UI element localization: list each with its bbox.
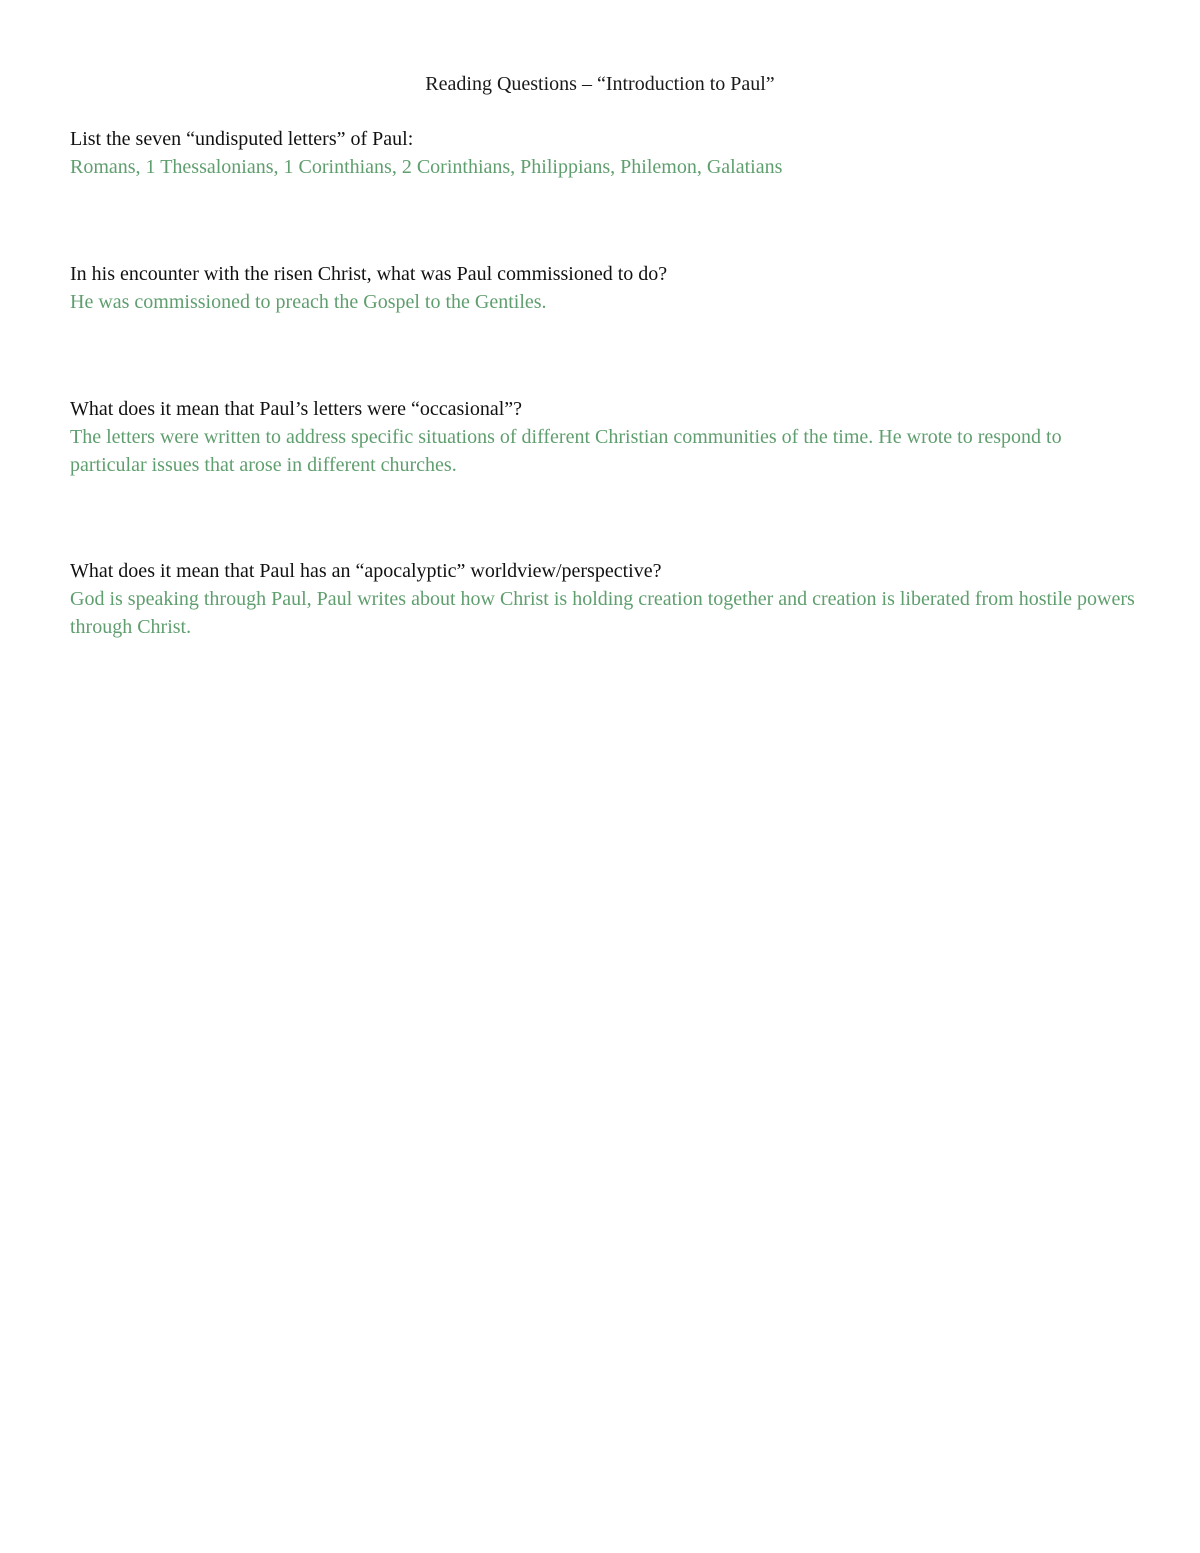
answer-text: The letters were written to address specific situations of different Christian communities of the time. He wrote to respond to particular issues that arose in different churches. — [70, 426, 1062, 476]
question-text: What does it mean that Paul’s letters were “occasional”? — [70, 398, 523, 420]
answer-text: God is speaking through Paul, Paul writes about how Christ is holding creation together and creation is liberated from hostile powers through Christ. — [70, 588, 1135, 638]
question-block — [70, 395, 1140, 479]
question-block — [70, 557, 1140, 641]
answer-text: He was commissioned to preach the Gospel to the Gentiles. — [70, 291, 547, 313]
answer-text: Romans, 1 Thessalonians, 1 Corinthians, 2 Corinthians, Philippians, Philemon, Galatians — [70, 156, 783, 178]
question-text: List the seven “undisputed letters” of Paul: — [70, 128, 414, 150]
document-title: Reading Questions – “Introduction to Paul” — [425, 73, 775, 95]
question-text: What does it mean that Paul has an “apocalyptic” worldview/perspective? — [70, 560, 662, 582]
question-block — [70, 260, 1140, 316]
question-text: In his encounter with the risen Christ, what was Paul commissioned to do? — [70, 263, 668, 285]
question-block — [70, 125, 1140, 181]
